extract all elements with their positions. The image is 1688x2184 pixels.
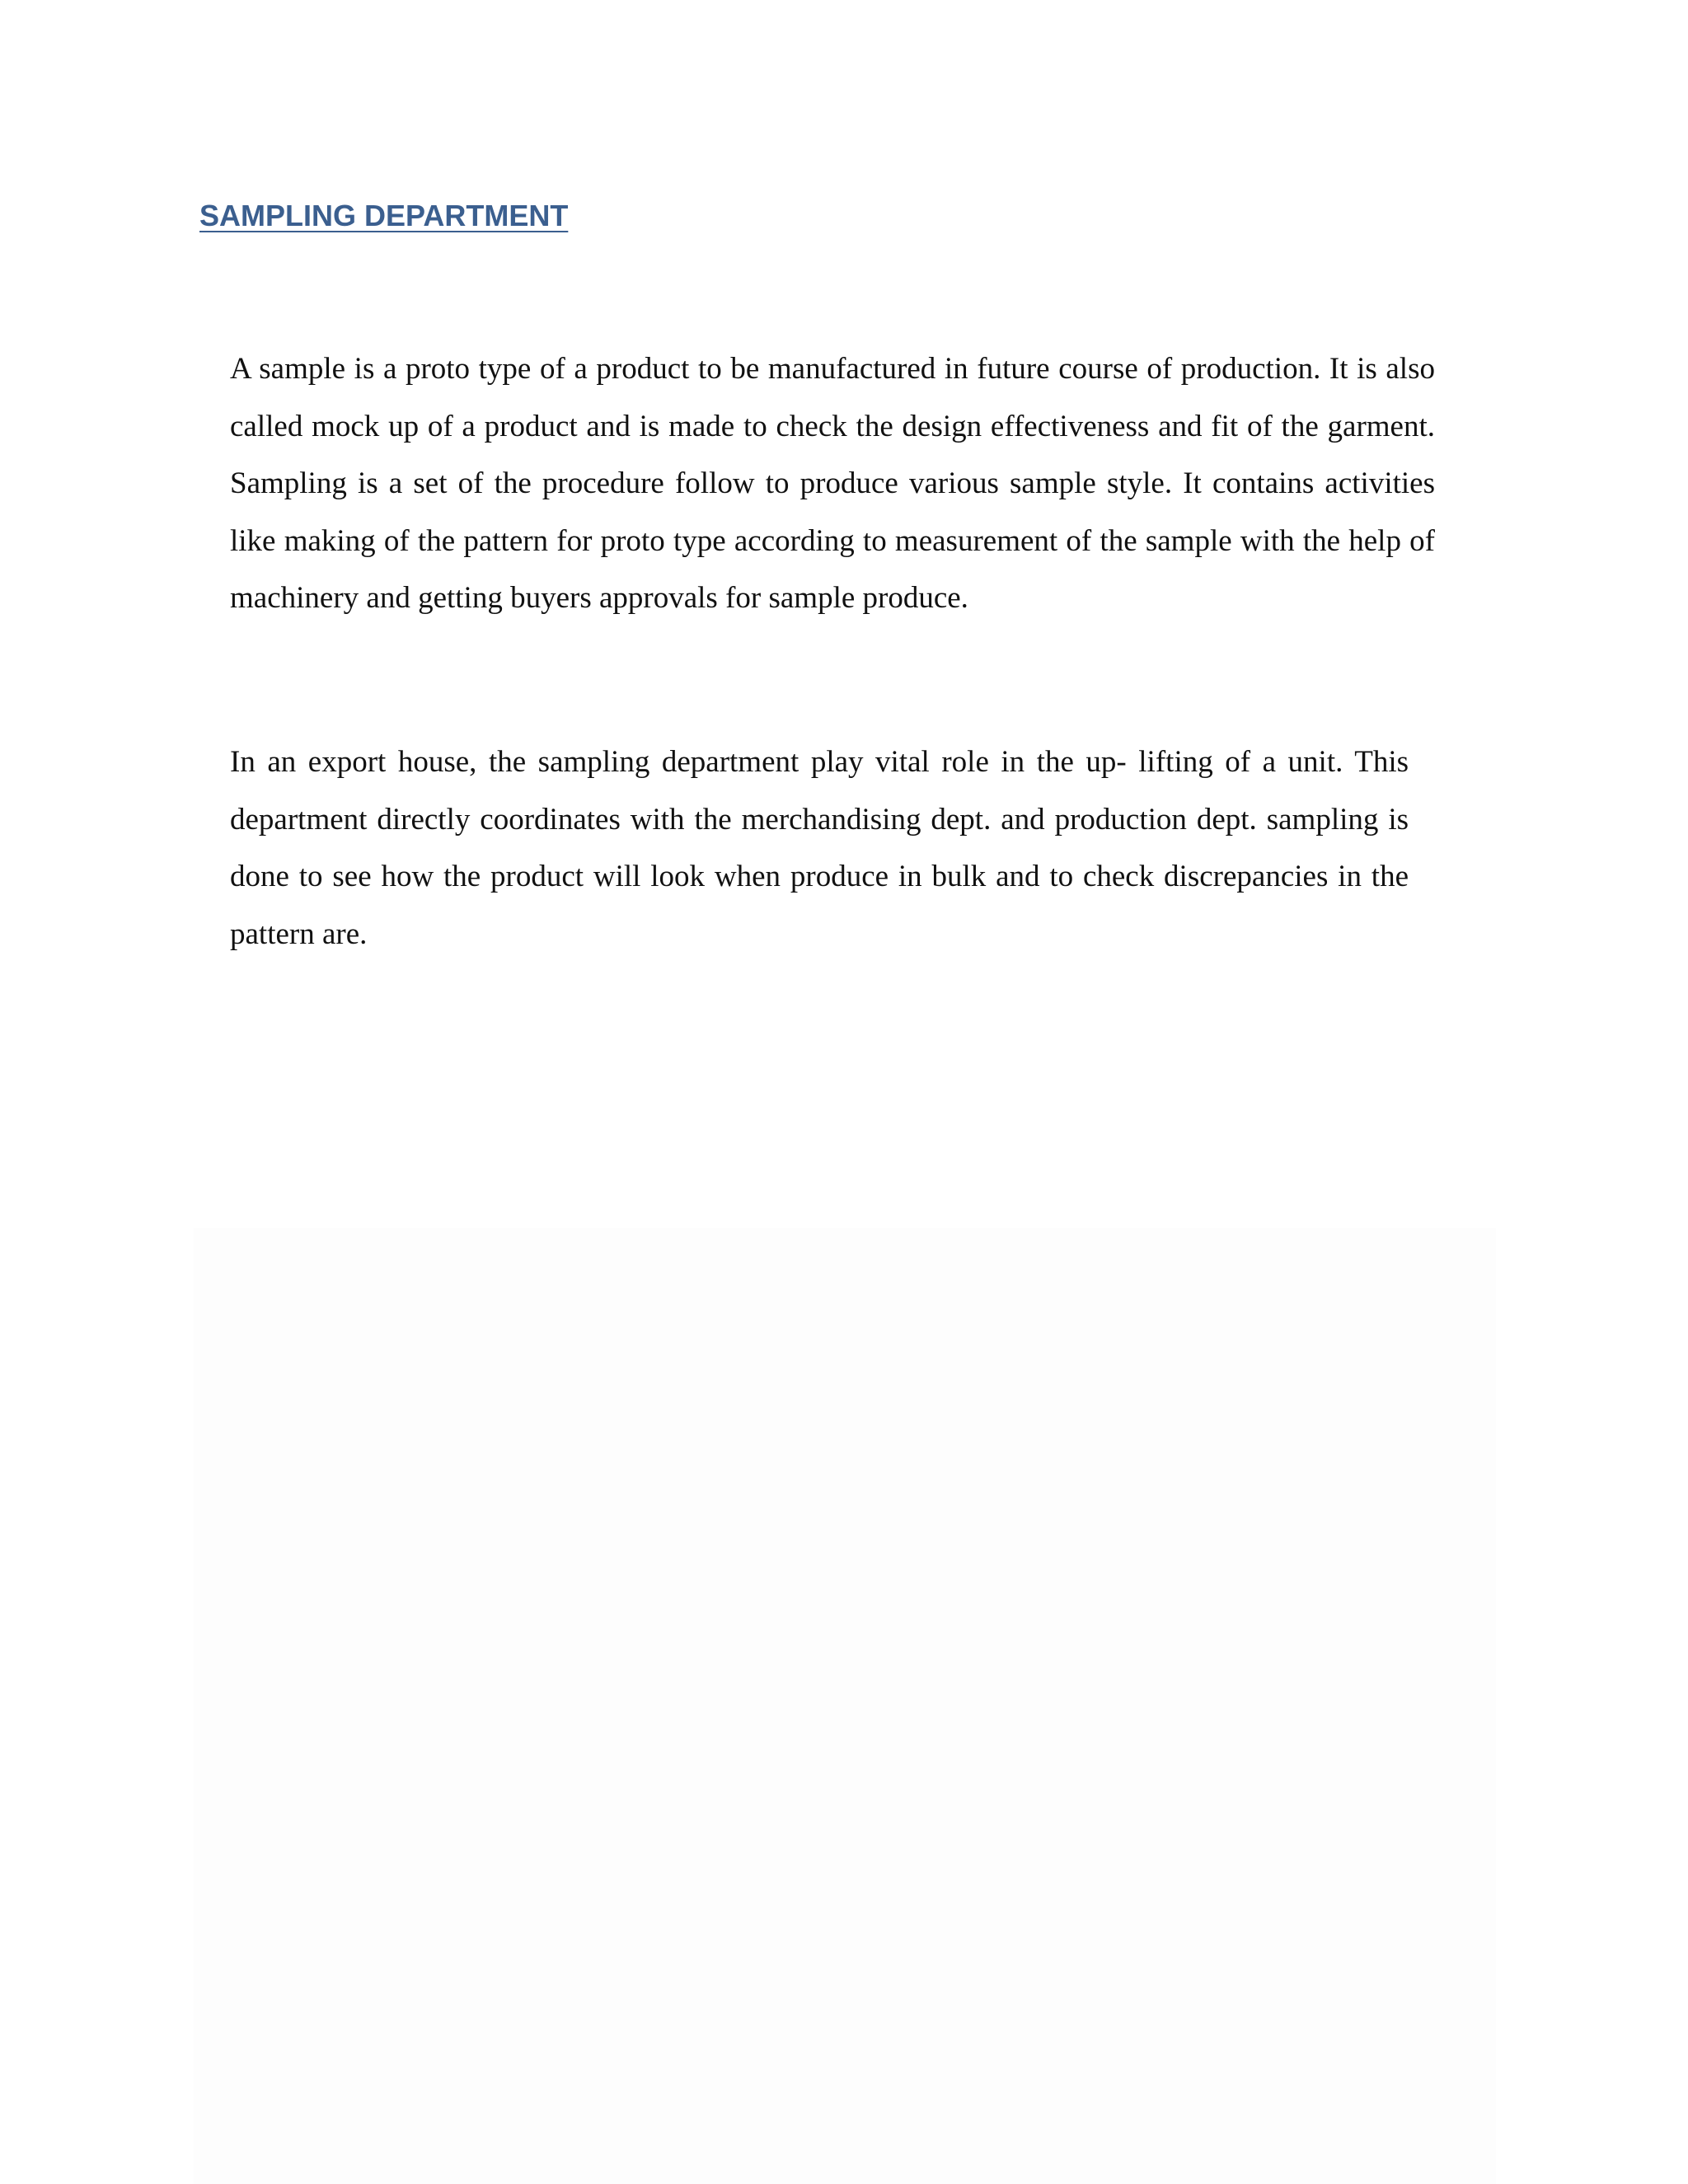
page-background-tint bbox=[194, 1228, 1496, 2184]
paragraph-export-house-role: In an export house, the sampling department play vital role in the up- lifting of a unit. This department directly coordinates with the merchandising dept. and production dept. sampling is done to see how the product will look when produce in bulk and to check discrepancies in the pattern are. bbox=[230, 745, 1409, 951]
section-heading: SAMPLING DEPARTMENT bbox=[199, 199, 569, 232]
paragraph-sample-definition: A sample is a proto type of a product to be manufactured in future course of production. It is also called mock up of a product and is made to check the design effectiveness and fit of the garment. Sampling is a set of the procedure follow to produce various sample style. It contains activities like making of the pattern for proto type according to measurement of the sample with the help of machinery and getting buyers approvals for sample produce. bbox=[230, 352, 1435, 615]
